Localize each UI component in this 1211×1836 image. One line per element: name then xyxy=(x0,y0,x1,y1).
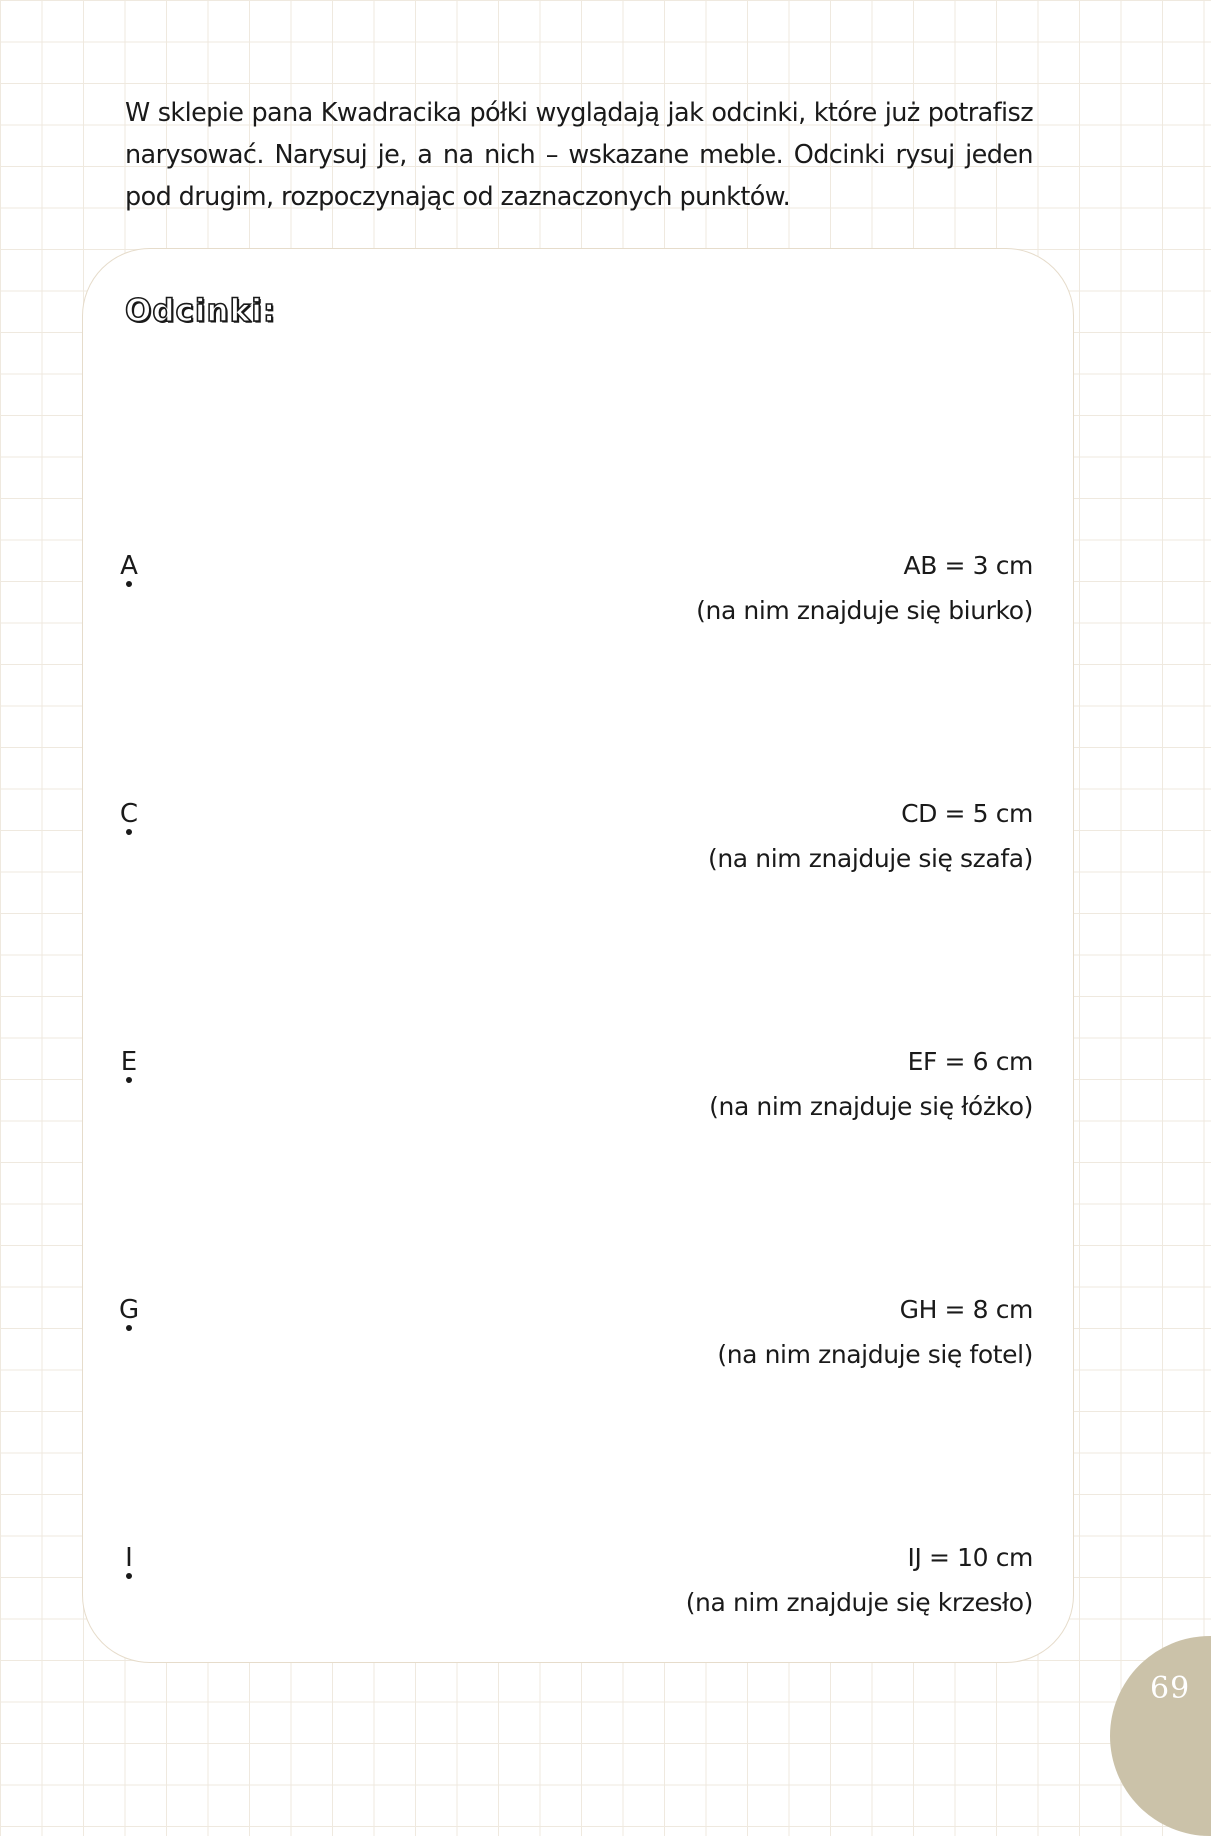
segment-ef xyxy=(83,1047,1073,1137)
segment-length: EF = 6 cm xyxy=(907,1047,1033,1076)
point-label: I xyxy=(125,1543,133,1573)
point-dot xyxy=(126,829,132,835)
start-point-i xyxy=(119,1543,139,1573)
page-number-tab xyxy=(1110,1636,1211,1836)
segment-length: GH = 8 cm xyxy=(899,1295,1033,1324)
point-label: E xyxy=(120,1047,138,1077)
segments-card xyxy=(82,248,1074,1663)
point-dot xyxy=(126,1077,132,1083)
segment-furniture: (na nim znajduje się krzesło) xyxy=(685,1588,1033,1617)
segment-furniture: (na nim znajduje się szafa) xyxy=(707,844,1033,873)
start-point-e xyxy=(119,1047,139,1077)
segment-length: AB = 3 cm xyxy=(903,551,1033,580)
point-dot xyxy=(126,1325,132,1331)
start-point-c xyxy=(119,799,139,829)
start-point-g xyxy=(119,1295,139,1325)
start-point-a xyxy=(119,551,139,581)
card-title: Odcinki: xyxy=(125,293,277,329)
segment-furniture: (na nim znajduje się biurko) xyxy=(696,596,1033,625)
point-dot xyxy=(126,1573,132,1579)
segment-furniture: (na nim znajduje się łóżko) xyxy=(709,1092,1033,1121)
instruction-text: W sklepie pana Kwadracika półki wyglądają jak odcinki, które już potrafisz narysować. Narysuj je, a na nich – wskazane meble. Odcinki rysuj jeden pod drugim, rozpoczynając od zaznaczonych punktów. xyxy=(125,98,1033,212)
segment-ij xyxy=(83,1543,1073,1633)
point-dot xyxy=(126,581,132,587)
point-label: C xyxy=(119,799,139,829)
page-number: 69 xyxy=(1150,1671,1191,1706)
segment-gh xyxy=(83,1295,1073,1385)
segment-furniture: (na nim znajduje się fotel) xyxy=(717,1340,1033,1369)
segment-length: CD = 5 cm xyxy=(901,799,1033,828)
point-label: A xyxy=(120,551,138,581)
segment-cd xyxy=(83,799,1073,889)
point-label: G xyxy=(119,1295,140,1325)
segment-ab xyxy=(83,551,1073,641)
segment-length: IJ = 10 cm xyxy=(907,1543,1033,1572)
